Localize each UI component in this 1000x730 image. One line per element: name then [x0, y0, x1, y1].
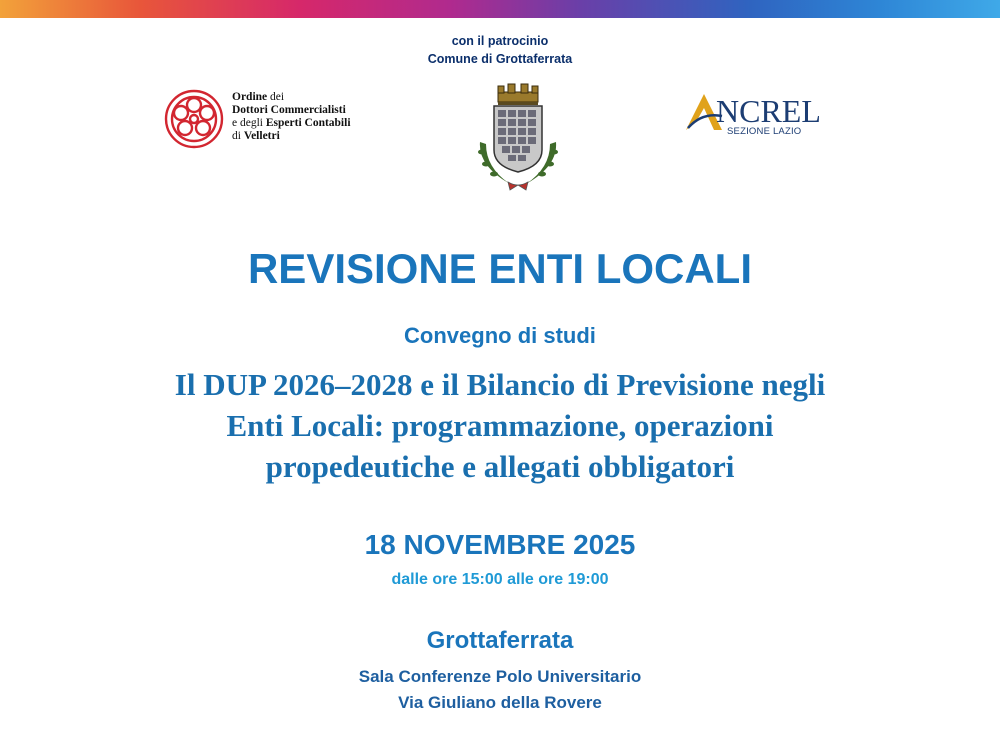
- odcec-emblem-icon: [162, 86, 226, 152]
- event-venue: Sala Conferenze Polo Universitario: [358, 667, 642, 686]
- patronage-label: con il patrocinio: [451, 34, 549, 48]
- ancrel-logo: [684, 92, 834, 140]
- topic-line-3: propedeutiche e allegati obbligatori: [265, 449, 735, 484]
- event-time: dalle ore 15:00 alle ore 19:00: [391, 571, 609, 588]
- event-address: Via Giuliano della Rovere: [398, 693, 602, 712]
- patronage-comune: Comune di Grottaferrata: [427, 52, 573, 66]
- event-subtitle: Convegno di studi: [404, 323, 596, 348]
- odcec-line1-rest: dei: [267, 91, 285, 103]
- odcec-logo: [162, 86, 402, 156]
- ancrel-wordmark: NCREL: [716, 93, 821, 129]
- odcec-line4-bold: Velletri: [243, 130, 280, 142]
- odcec-line2: Dottori Commercialisti: [232, 104, 346, 116]
- odcec-line4-pre: di: [232, 130, 244, 142]
- top-gradient-bar: [0, 0, 1000, 18]
- event-city: Grottaferrata: [426, 627, 574, 654]
- patronage-block: [0, 32, 1000, 68]
- grottaferrata-crest-icon: [470, 82, 566, 194]
- event-topic: [60, 364, 940, 487]
- main-title: REVISIONE ENTI LOCALI: [247, 245, 753, 292]
- odcec-line1-bold: Ordine: [232, 91, 268, 103]
- topic-line-2: Enti Locali: programmazione, operazioni: [226, 408, 774, 443]
- ancrel-subtitle: SEZIONE LAZIO: [727, 126, 802, 137]
- odcec-line3-pre: e degli: [232, 117, 266, 129]
- event-venue-block: [0, 664, 1000, 716]
- topic-line-1: Il DUP 2026–2028 e il Bilancio di Previsione negli: [174, 367, 826, 402]
- odcec-line3-bold: Esperti Contabili: [265, 117, 351, 129]
- odcec-name: [232, 91, 402, 143]
- event-date: 18 NOVEMBRE 2025: [364, 529, 636, 560]
